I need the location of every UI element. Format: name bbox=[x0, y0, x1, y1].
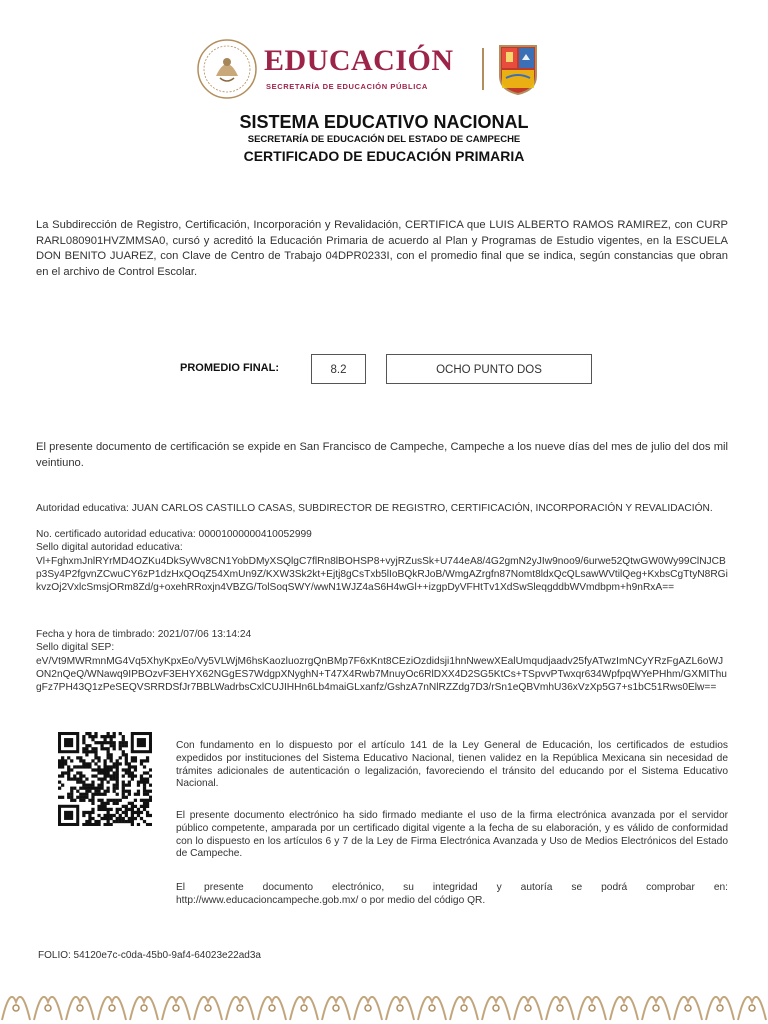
certification-paragraph: La Subdirección de Registro, Certificación, Incorporación y Revalidación, CERTIFICA que LUIS ALBERTO RAMOS RAMIREZ, con CURP RARL080901HVZMMSA0, cursó y acreditó la Educación Primaria de acuerdo al Plan y Programas de Estudio vigentes, en la ESCUELA DON BENITO JUAREZ, con Clave de Centro de Trabajo 04DPR0233I, con el promedio final que se indica, según constancias que obran en el archivo de Control Escolar. bbox=[36, 219, 728, 278]
certificate-title: CERTIFICADO DE EDUCACIÓN PRIMARIA bbox=[243, 148, 525, 164]
sep-seal-label: Sello digital SEP: bbox=[36, 642, 115, 653]
stamp-datetime: Fecha y hora de timbrado: 2021/07/06 13:14:24 bbox=[36, 629, 252, 640]
legal-signature-paragraph: El presente documento electrónico ha sido firmado mediante el uso de la firma electrónica avanzada por el servidor público competente, amparada por un certificado digital vigente a la fecha de su elaboración, y es válido de conformidad con lo dispuesto en los artículos 6 y 7 de la Ley de Firma Electrónica Avanzada y Uso de Medios Electrónicos del Estado de Campeche. bbox=[176, 810, 728, 860]
issuance-paragraph: El presente documento de certificación se expide en San Francisco de Campeche, Campeche a los nueve días del mes de julio del dos mil veintiuno. bbox=[36, 441, 728, 469]
authority-line: Autoridad educativa: JUAN CARLOS CASTILLO CASAS, SUBDIRECTOR DE REGISTRO, CERTIFICACIÓN, INCORPORACIÓN Y REVALIDACIÓN. bbox=[36, 503, 713, 514]
legal-verification-paragraph: El presente documento electrónico, su integridad y autoría se podrá comprobar en: http://www.educacioncampeche.gob.mx/ o por medio del código QR. bbox=[176, 882, 728, 906]
folio-number: FOLIO: 54120e7c-c0da-45b0-9af4-64023e22ad3a bbox=[38, 950, 261, 961]
education-brand-title: EDUCACIÓN bbox=[264, 44, 454, 77]
final-average-label: PROMEDIO FINAL: bbox=[180, 362, 279, 374]
authority-certificate-number: No. certificado autoridad educativa: 00001000000410052999 bbox=[36, 529, 312, 540]
authority-seal-label: Sello digital autoridad educativa: bbox=[36, 542, 183, 553]
logo-divider bbox=[482, 48, 484, 90]
final-average-words: OCHO PUNTO DOS bbox=[386, 354, 592, 384]
final-average-value: 8.2 bbox=[311, 354, 366, 384]
campeche-shield-icon bbox=[496, 42, 540, 96]
verification-qr-code-icon[interactable] bbox=[58, 732, 152, 826]
system-title: SISTEMA EDUCATIVO NACIONAL bbox=[239, 112, 529, 132]
secretaria-title: SECRETARÍA DE EDUCACIÓN DEL ESTADO DE CAMPECHE bbox=[247, 134, 521, 145]
decorative-footer-pattern bbox=[0, 980, 768, 1024]
sep-brand-subtitle: SECRETARÍA DE EDUCACIÓN PÚBLICA bbox=[266, 82, 428, 91]
header-logos bbox=[196, 38, 566, 100]
authority-digital-seal: Vl+FghxmJnlRYrMD4OZKu4DkSyWv8CN1YobDMyXSQlgC7flRn8lBOHSP8+vyjRZusSk+U744eA8/4G2gmN2yJIw9noo9/6urwe52QtwGW0Wy99ClNJCBp3Sy4P2fgvnZCwuCY6zP1dzHxQOqZ54XmUn9Z/KXW3Sk2kt+Ejtj8gCsTxb5lIoBQkRJoB/WmgAZrgfn87Nomt8ldxQcQLsawWVtilQeg+KxbsCgTtyN8RGikvzOj2VxlcSmsjORm8Zd/g+oxehRRoxjn4VBZG/TolSoqSWY/wwN1WJZ4aS6H4wGl++izgpDyVFHtTv1XdSwSleqgddbWVmdbpm+h9nRxA== bbox=[36, 556, 728, 593]
mexico-coat-of-arms-seal-icon bbox=[196, 38, 258, 100]
legal-validity-paragraph: Con fundamento en lo dispuesto por el artículo 141 de la Ley General de Educación, los certificados de estudios expedidos por instituciones del Sistema Educativo Nacional, tienen validez en la República Mexicana sin necesidad de trámites adicionales de autenticación o legalización, favoreciendo el tránsito del educando por el Sistema Educativo Nacional. bbox=[176, 740, 728, 790]
sep-digital-seal: eV/Vt9MWRmnMG4Vq5XhyKpxEo/Vy5VLWjM6hsKaozluozrgQnBMp7F6xKnt8CEziOzdidsji1hnNwewXEalUmqudjaadv25fyATwzImNCyYRzFgAZL6oWJON2nQeQ/WNawq9IPBOzvF3EHYX62NGgES7WdgpXNyghN+T47X4Rwb7MnuyOc6RlDXX4D2SG5KtCs+TSpvvPTwxqr634WpfpqWYePHhm/GXMIThugFz7PH43Q1zPeSEQVSRRDSfJr7BBLWadrbsCxlCUJIHHn6Lb4maiGLxanfz/GshzA7nNlRZZdg7D3/rSn1eQBVmhU36xVzXp5G7+s1bC51Rws0Elw== bbox=[36, 656, 727, 693]
